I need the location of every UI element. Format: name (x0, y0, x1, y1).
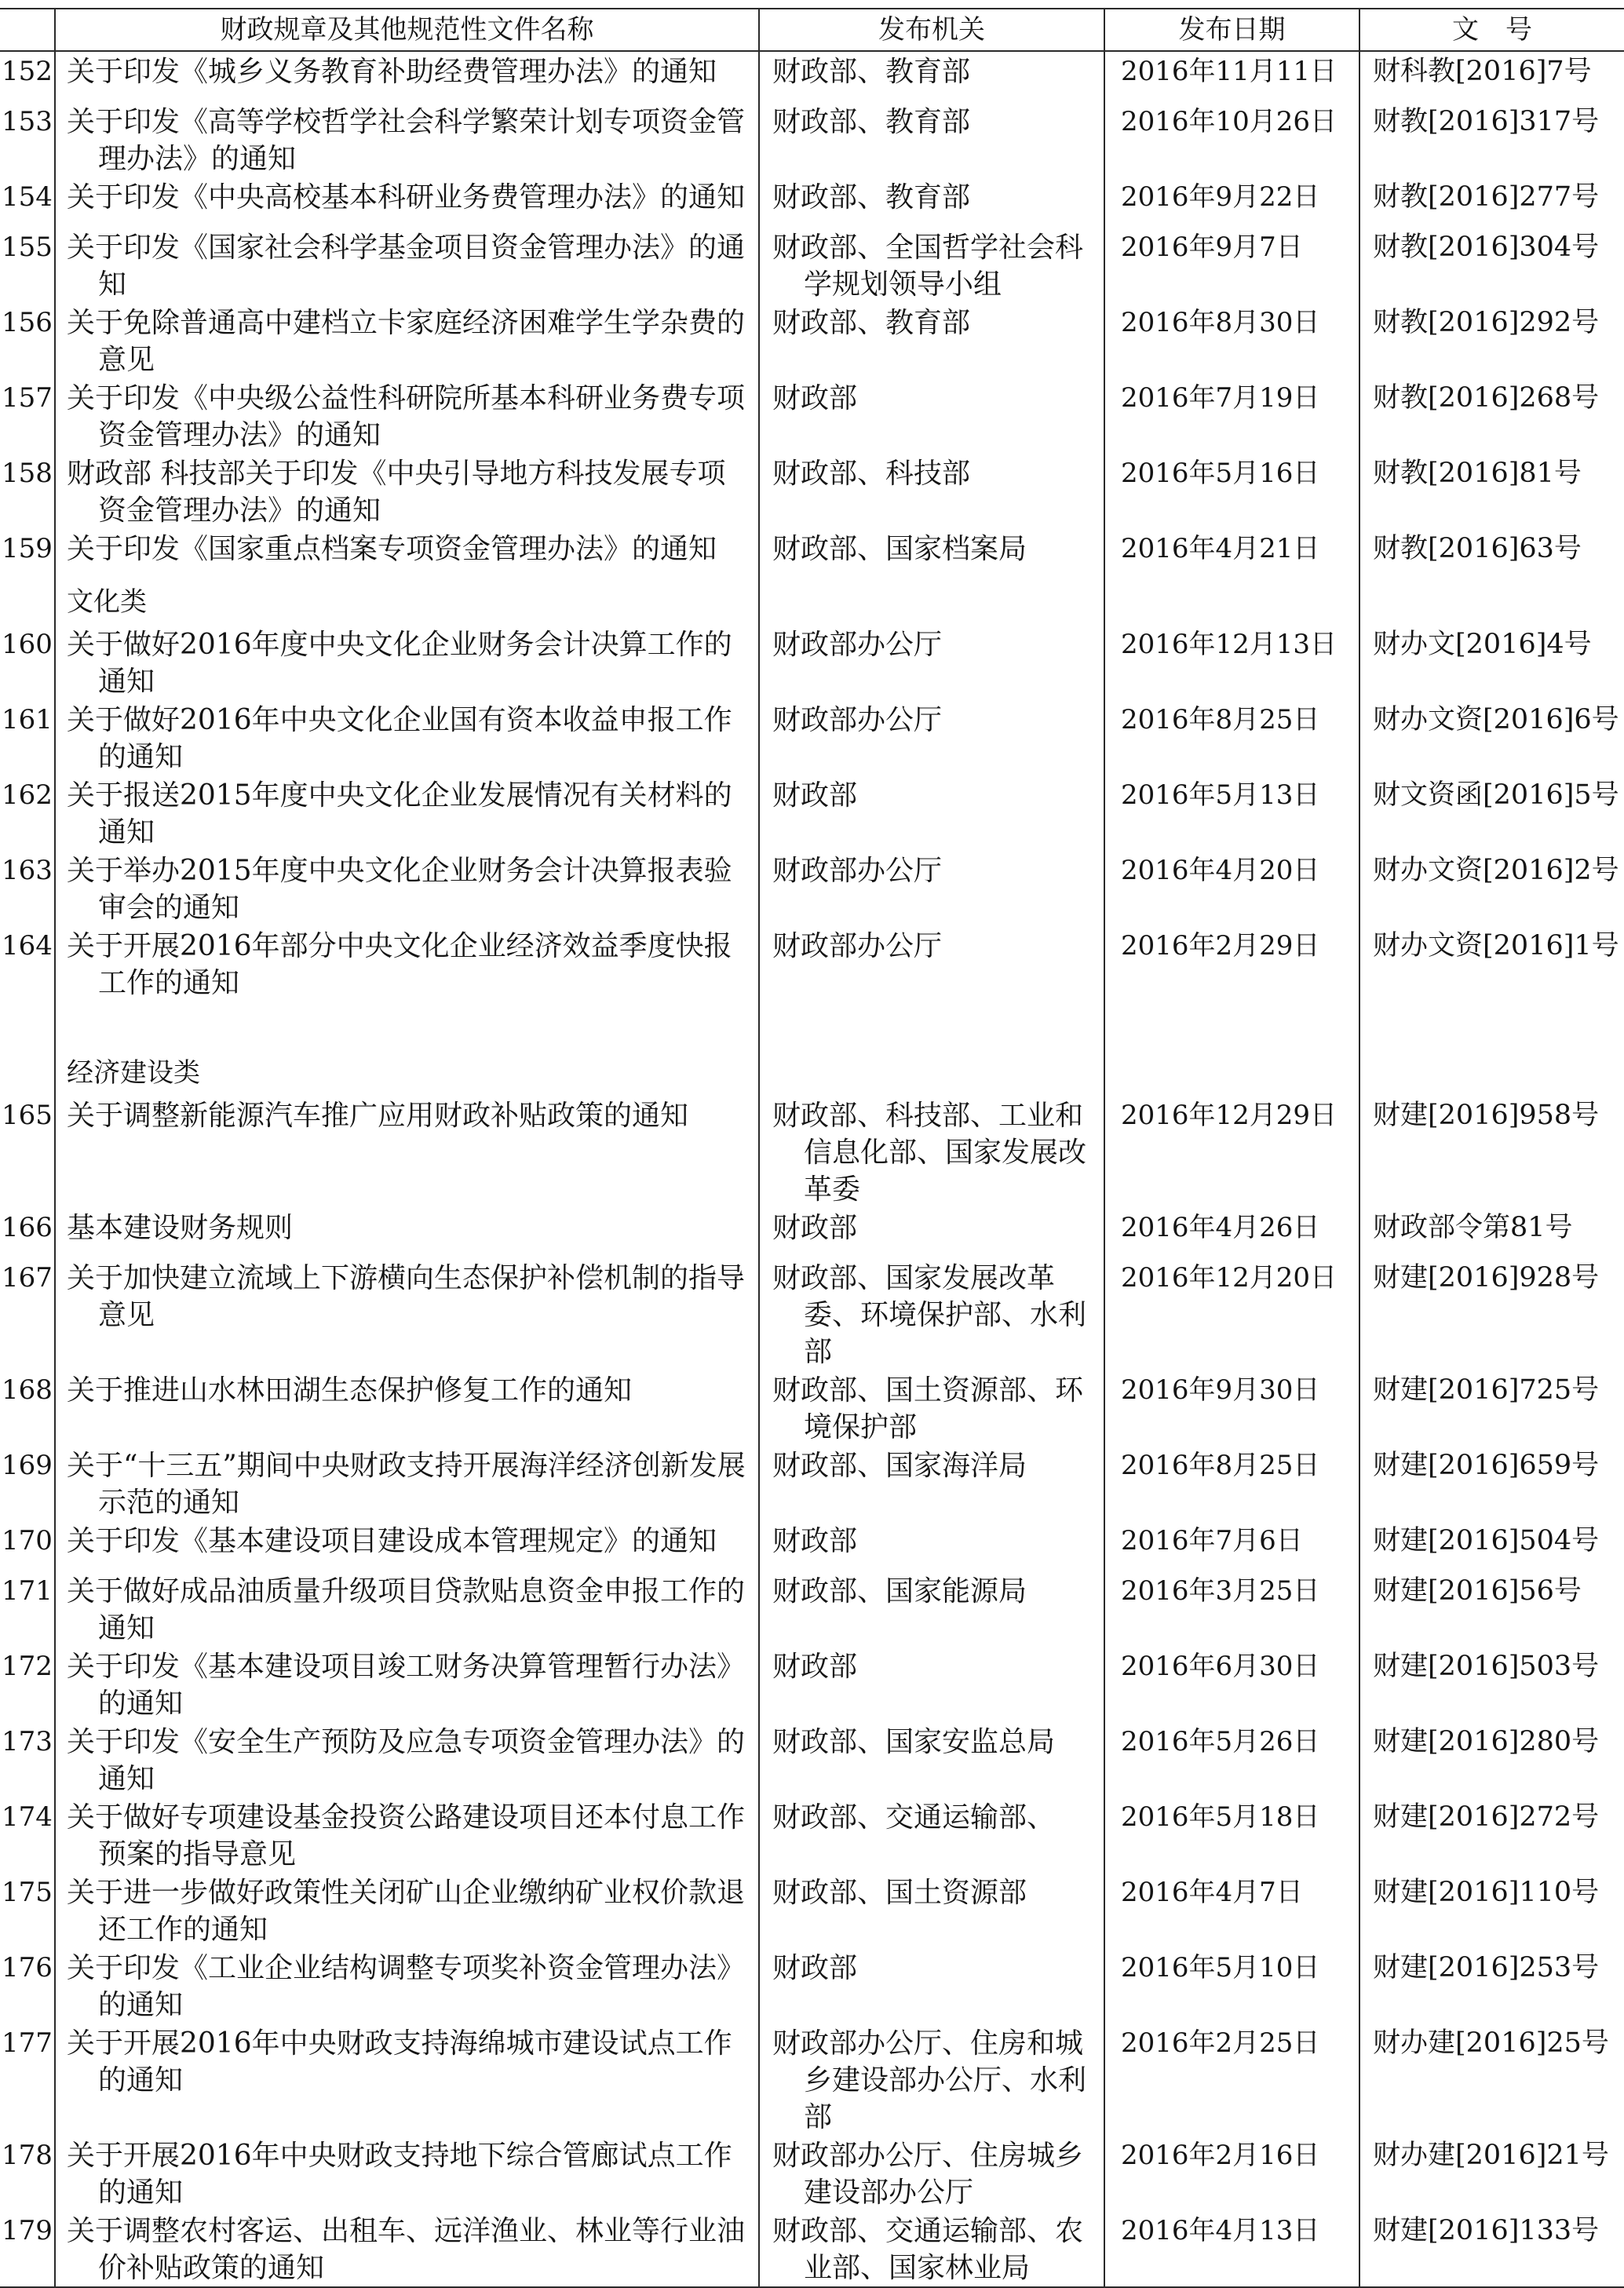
document-name-cell (55, 1948, 759, 2023)
document-name: 基本建设财务规则 (67, 1212, 294, 1244)
issuing-authority: 财政部、教育部 (772, 181, 971, 213)
table-row (0, 378, 1624, 454)
issuing-authority-cell (759, 2136, 1104, 2211)
issue-date-cell: 2016年2月29日 (1104, 926, 1359, 1002)
issuing-authority: 财政部 (772, 382, 858, 414)
issuing-authority-cell (759, 228, 1104, 303)
row-number-cell: 164 (0, 926, 55, 1002)
issue-date-cell: 2016年11月11日 (1104, 51, 1359, 102)
document-code-cell: 财办文资[2016]2号 (1359, 851, 1624, 926)
issuing-authority: 财政部 (772, 1212, 858, 1244)
row-number-cell: 162 (0, 775, 55, 851)
document-name-cell (55, 1096, 759, 1208)
issuing-authority-cell (759, 378, 1104, 454)
row-number-cell: 163 (0, 851, 55, 926)
document-code-cell: 财办文资[2016]1号 (1359, 926, 1624, 1002)
row-number-cell: 173 (0, 1722, 55, 1797)
issuing-authority: 财政部 (772, 1651, 858, 1683)
document-name-cell (55, 1722, 759, 1797)
document-code-cell: 财办建[2016]21号 (1359, 2136, 1624, 2211)
document-name-cell (55, 1521, 759, 1571)
table-row (0, 1647, 1624, 1722)
issuing-authority-cell (759, 1258, 1104, 1370)
document-code-cell: 财建[2016]253号 (1359, 1948, 1624, 2023)
issuing-authority: 财政部、科技部、工业和信息化部、国家发展改革委 (772, 1100, 1087, 1206)
document-name-cell (55, 1370, 759, 1446)
document-name: 关于印发《中央高校基本科研业务费管理办法》的通知 (67, 181, 746, 213)
document-code-cell: 财办建[2016]25号 (1359, 2023, 1624, 2136)
document-code-cell: 财教[2016]277号 (1359, 177, 1624, 228)
document-code-cell: 财建[2016]110号 (1359, 1873, 1624, 1948)
issue-date-cell: 2016年5月16日 (1104, 454, 1359, 529)
document-code-cell: 财教[2016]63号 (1359, 529, 1624, 579)
document-name: 关于推进山水林田湖生态保护修复工作的通知 (67, 1374, 633, 1407)
issuing-authority: 财政部、国家安监总局 (772, 1726, 1056, 1758)
document-code-cell: 财教[2016]268号 (1359, 378, 1624, 454)
issuing-authority: 财政部、国家发展改革委、环境保护部、水利部 (772, 1262, 1087, 1368)
document-code-cell: 财办文资[2016]6号 (1359, 700, 1624, 775)
issue-date-cell: 2016年5月10日 (1104, 1948, 1359, 2023)
issuing-authority: 财政部办公厅、住房城乡建设部办公厅 (772, 2140, 1084, 2209)
document-name: 关于印发《高等学校哲学社会科学繁荣计划专项资金管理办法》的通知 (67, 106, 746, 175)
issue-date-cell: 2016年5月18日 (1104, 1797, 1359, 1873)
row-number-cell: 153 (0, 102, 55, 177)
issuing-authority-cell (759, 1948, 1104, 2023)
issue-date-cell: 2016年12月13日 (1104, 625, 1359, 700)
table-row (0, 1521, 1624, 1571)
issuing-authority: 财政部 (772, 1525, 858, 1557)
table-row (0, 454, 1624, 529)
document-name-cell (55, 700, 759, 775)
issuing-authority: 财政部办公厅 (772, 855, 943, 887)
issue-date-cell: 2016年5月13日 (1104, 775, 1359, 851)
document-name-cell (55, 529, 759, 579)
table-row (0, 177, 1624, 228)
section-heading: 文化类 (55, 579, 759, 625)
document-code-cell: 财教[2016]304号 (1359, 228, 1624, 303)
section-heading: 经济建设类 (55, 1002, 759, 1096)
issuing-authority: 财政部办公厅、住房和城乡建设部办公厅、水利部 (772, 2027, 1087, 2133)
issuing-authority-cell (759, 775, 1104, 851)
issue-date-cell: 2016年9月30日 (1104, 1370, 1359, 1446)
issuing-authority-cell (759, 102, 1104, 177)
document-name: 关于印发《中央级公益性科研院所基本科研业务费专项资金管理办法》的通知 (67, 382, 746, 451)
empty-cell (0, 1002, 55, 1096)
row-number-cell: 178 (0, 2136, 55, 2211)
issuing-authority-cell (759, 177, 1104, 228)
row-number-cell: 160 (0, 625, 55, 700)
row-number-cell: 165 (0, 1096, 55, 1208)
document-name: 关于开展2016年中央财政支持海绵城市建设试点工作的通知 (67, 2027, 732, 2096)
document-name: 关于加快建立流域上下游横向生态保护补偿机制的指导意见 (67, 1262, 746, 1331)
issuing-authority-cell (759, 1571, 1104, 1647)
issuing-authority-cell (759, 1096, 1104, 1208)
document-name-cell (55, 926, 759, 1002)
document-code-cell: 财建[2016]958号 (1359, 1096, 1624, 1208)
issuing-authority: 财政部、全国哲学社会科学规划领导小组 (772, 232, 1084, 301)
document-name: 关于开展2016年中央财政支持地下综合管廊试点工作的通知 (67, 2140, 732, 2209)
document-name-cell (55, 1258, 759, 1370)
issuing-authority: 财政部 (772, 779, 858, 812)
document-code-cell: 财建[2016]56号 (1359, 1571, 1624, 1647)
table-row (0, 228, 1624, 303)
issue-date-cell: 2016年3月25日 (1104, 1571, 1359, 1647)
table-row (0, 775, 1624, 851)
document-name-cell (55, 1647, 759, 1722)
document-name: 关于开展2016年部分中央文化企业经济效益季度快报工作的通知 (67, 930, 732, 999)
issuing-authority-cell (759, 454, 1104, 529)
row-number-cell: 168 (0, 1370, 55, 1446)
issuing-authority: 财政部、教育部 (772, 56, 971, 88)
issue-date-cell: 2016年8月25日 (1104, 700, 1359, 775)
issuing-authority-cell (759, 1446, 1104, 1521)
table-row (0, 2136, 1624, 2211)
document-name: 关于报送2015年度中央文化企业发展情况有关材料的通知 (67, 779, 732, 848)
issuing-authority-cell (759, 700, 1104, 775)
issuing-authority-cell (759, 303, 1104, 378)
empty-cell (759, 1002, 1104, 1096)
issuing-authority-cell (759, 1370, 1104, 1446)
issuing-authority-cell (759, 851, 1104, 926)
regulations-table (0, 8, 1624, 2288)
row-number-cell: 159 (0, 529, 55, 579)
table-row (0, 1948, 1624, 2023)
row-number-cell: 154 (0, 177, 55, 228)
row-number-cell: 152 (0, 51, 55, 102)
issue-date-cell: 2016年9月22日 (1104, 177, 1359, 228)
issue-date-cell: 2016年5月26日 (1104, 1722, 1359, 1797)
issue-date-cell: 2016年2月16日 (1104, 2136, 1359, 2211)
issue-date-cell: 2016年4月13日 (1104, 2211, 1359, 2287)
table-row (0, 1258, 1624, 1370)
issuing-authority: 财政部办公厅 (772, 930, 943, 962)
header-issue-date: 发布日期 (1104, 9, 1359, 51)
issuing-authority-cell (759, 529, 1104, 579)
section-heading-row (0, 1002, 1624, 1096)
issuing-authority-cell (759, 1647, 1104, 1722)
document-name: 关于印发《安全生产预防及应急专项资金管理办法》的通知 (67, 1726, 746, 1795)
row-number-cell: 156 (0, 303, 55, 378)
issue-date-cell: 2016年4月20日 (1104, 851, 1359, 926)
row-number-cell: 172 (0, 1647, 55, 1722)
issuing-authority: 财政部、国土资源部 (772, 1877, 1027, 1909)
document-name-cell (55, 1797, 759, 1873)
document-name-cell (55, 625, 759, 700)
document-code-cell: 财建[2016]272号 (1359, 1797, 1624, 1873)
row-number-cell: 177 (0, 2023, 55, 2136)
issuing-authority: 财政部、国土资源部、环境保护部 (772, 1374, 1084, 1443)
row-number-cell: 174 (0, 1797, 55, 1873)
document-name: 关于做好2016年度中央文化企业财务会计决算工作的通知 (67, 629, 732, 698)
issue-date-cell: 2016年7月19日 (1104, 378, 1359, 454)
document-name: 关于印发《城乡义务教育补助经费管理办法》的通知 (67, 56, 717, 88)
row-number-cell: 176 (0, 1948, 55, 2023)
issuing-authority: 财政部办公厅 (772, 704, 943, 736)
document-name-cell (55, 2023, 759, 2136)
row-number-cell: 175 (0, 1873, 55, 1948)
section-heading-row (0, 579, 1624, 625)
empty-cell (759, 579, 1104, 625)
document-name-cell (55, 1571, 759, 1647)
table-row (0, 303, 1624, 378)
table-row (0, 2023, 1624, 2136)
document-name-cell (55, 102, 759, 177)
row-number-cell: 158 (0, 454, 55, 529)
issuing-authority-cell (759, 2023, 1104, 2136)
document-name-cell (55, 228, 759, 303)
issuing-authority: 财政部、教育部 (772, 307, 971, 339)
issue-date-cell: 2016年6月30日 (1104, 1647, 1359, 1722)
issue-date-cell: 2016年12月20日 (1104, 1258, 1359, 1370)
document-code-cell: 财建[2016]280号 (1359, 1722, 1624, 1797)
document-name-cell (55, 1446, 759, 1521)
table-row (0, 102, 1624, 177)
table-row (0, 851, 1624, 926)
row-number-cell: 161 (0, 700, 55, 775)
document-code-cell: 财建[2016]503号 (1359, 1647, 1624, 1722)
document-code-cell: 财建[2016]133号 (1359, 2211, 1624, 2287)
document-name: 关于“十三五”期间中央财政支持开展海洋经济创新发展示范的通知 (67, 1450, 746, 1519)
issuing-authority: 财政部、交通运输部、 (772, 1801, 1056, 1834)
document-name-cell (55, 2136, 759, 2211)
row-number-cell: 179 (0, 2211, 55, 2287)
empty-cell (1104, 1002, 1359, 1096)
issuing-authority: 财政部 (772, 1952, 858, 1984)
empty-cell (0, 579, 55, 625)
table-row (0, 1873, 1624, 1948)
issuing-authority-cell (759, 2211, 1104, 2287)
table-row (0, 51, 1624, 102)
document-code-cell: 财建[2016]659号 (1359, 1446, 1624, 1521)
issuing-authority-cell (759, 1722, 1104, 1797)
row-number-cell: 166 (0, 1208, 55, 1258)
header-document-name: 财政规章及其他规范性文件名称 (55, 9, 759, 51)
document-code-cell: 财文资函[2016]5号 (1359, 775, 1624, 851)
table-body (0, 51, 1624, 2287)
table-row (0, 926, 1624, 1002)
table-row (0, 1797, 1624, 1873)
table-row (0, 2211, 1624, 2287)
issue-date-cell: 2016年4月7日 (1104, 1873, 1359, 1948)
document-name-cell (55, 51, 759, 102)
table-row (0, 1208, 1624, 1258)
document-code-cell: 财建[2016]725号 (1359, 1370, 1624, 1446)
document-name-cell (55, 177, 759, 228)
issuing-authority: 财政部、国家海洋局 (772, 1450, 1027, 1482)
document-name-cell (55, 1873, 759, 1948)
document-code-cell: 财建[2016]928号 (1359, 1258, 1624, 1370)
document-name: 关于免除普通高中建档立卡家庭经济困难学生学杂费的意见 (67, 307, 746, 376)
header-document-code: 文 号 (1359, 9, 1624, 51)
issue-date-cell: 2016年4月26日 (1104, 1208, 1359, 1258)
issue-date-cell: 2016年8月30日 (1104, 303, 1359, 378)
document-name: 关于做好专项建设基金投资公路建设项目还本付息工作预案的指导意见 (67, 1801, 746, 1870)
document-name: 关于调整农村客运、出租车、远洋渔业、林业等行业油价补贴政策的通知 (67, 2215, 746, 2284)
table-row (0, 700, 1624, 775)
issue-date-cell: 2016年12月29日 (1104, 1096, 1359, 1208)
issuing-authority-cell (759, 625, 1104, 700)
document-name: 关于印发《工业企业结构调整专项奖补资金管理办法》的通知 (67, 1952, 746, 2021)
document-code-cell: 财科教[2016]7号 (1359, 51, 1624, 102)
row-number-cell: 167 (0, 1258, 55, 1370)
header-issuing-authority: 发布机关 (759, 9, 1104, 51)
issuing-authority-cell (759, 926, 1104, 1002)
issue-date-cell: 2016年2月25日 (1104, 2023, 1359, 2136)
document-name-cell (55, 2211, 759, 2287)
issuing-authority-cell (759, 1873, 1104, 1948)
document-name: 财政部 科技部关于印发《中央引导地方科技发展专项资金管理办法》的通知 (67, 458, 726, 527)
document-code-cell: 财教[2016]292号 (1359, 303, 1624, 378)
document-code-cell: 财政部令第81号 (1359, 1208, 1624, 1258)
issue-date-cell: 2016年8月25日 (1104, 1446, 1359, 1521)
document-name: 关于做好2016年中央文化企业国有资本收益申报工作的通知 (67, 704, 732, 773)
issuing-authority: 财政部、科技部 (772, 458, 971, 490)
document-name-cell (55, 1208, 759, 1258)
row-number-cell: 169 (0, 1446, 55, 1521)
document-name: 关于印发《基本建设项目建设成本管理规定》的通知 (67, 1525, 717, 1557)
table-row (0, 529, 1624, 579)
document-name-cell (55, 303, 759, 378)
document-name: 关于进一步做好政策性关闭矿山企业缴纳矿业权价款退还工作的通知 (67, 1877, 746, 1946)
issuing-authority-cell (759, 51, 1104, 102)
table-row (0, 1571, 1624, 1647)
document-name-cell (55, 454, 759, 529)
row-number-cell: 155 (0, 228, 55, 303)
row-number-cell: 170 (0, 1521, 55, 1571)
row-number-cell: 171 (0, 1571, 55, 1647)
issue-date-cell: 2016年7月6日 (1104, 1521, 1359, 1571)
issuing-authority: 财政部办公厅 (772, 629, 943, 661)
document-name-cell (55, 775, 759, 851)
document-name: 关于印发《国家社会科学基金项目资金管理办法》的通知 (67, 232, 746, 301)
document-name: 关于举办2015年度中央文化企业财务会计决算报表验审会的通知 (67, 855, 732, 924)
empty-cell (1359, 1002, 1624, 1096)
table-row (0, 1370, 1624, 1446)
header-number (0, 9, 55, 51)
header-row (0, 9, 1624, 51)
document-name-cell (55, 851, 759, 926)
issuing-authority: 财政部、教育部 (772, 106, 971, 138)
document-code-cell: 财教[2016]317号 (1359, 102, 1624, 177)
document-name: 关于调整新能源汽车推广应用财政补贴政策的通知 (67, 1100, 689, 1132)
issuing-authority-cell (759, 1521, 1104, 1571)
table-header (0, 9, 1624, 51)
issue-date-cell: 2016年10月26日 (1104, 102, 1359, 177)
empty-cell (1104, 579, 1359, 625)
document-name: 关于印发《国家重点档案专项资金管理办法》的通知 (67, 533, 717, 565)
document-name: 关于做好成品油质量升级项目贷款贴息资金申报工作的通知 (67, 1575, 746, 1644)
issue-date-cell: 2016年4月21日 (1104, 529, 1359, 579)
table-row (0, 1096, 1624, 1208)
issuing-authority-cell (759, 1208, 1104, 1258)
issuing-authority: 财政部、国家能源局 (772, 1575, 1027, 1607)
document-code-cell: 财教[2016]81号 (1359, 454, 1624, 529)
table-row (0, 625, 1624, 700)
empty-cell (1359, 579, 1624, 625)
document-code-cell: 财办文[2016]4号 (1359, 625, 1624, 700)
document-name: 关于印发《基本建设项目竣工财务决算管理暂行办法》的通知 (67, 1651, 746, 1720)
table-row (0, 1722, 1624, 1797)
table-row (0, 1446, 1624, 1521)
issue-date-cell: 2016年9月7日 (1104, 228, 1359, 303)
issuing-authority: 财政部、国家档案局 (772, 533, 1027, 565)
document-code-cell: 财建[2016]504号 (1359, 1521, 1624, 1571)
issuing-authority: 财政部、交通运输部、农业部、国家林业局 (772, 2215, 1084, 2284)
document-name-cell (55, 378, 759, 454)
row-number-cell: 157 (0, 378, 55, 454)
issuing-authority-cell (759, 1797, 1104, 1873)
